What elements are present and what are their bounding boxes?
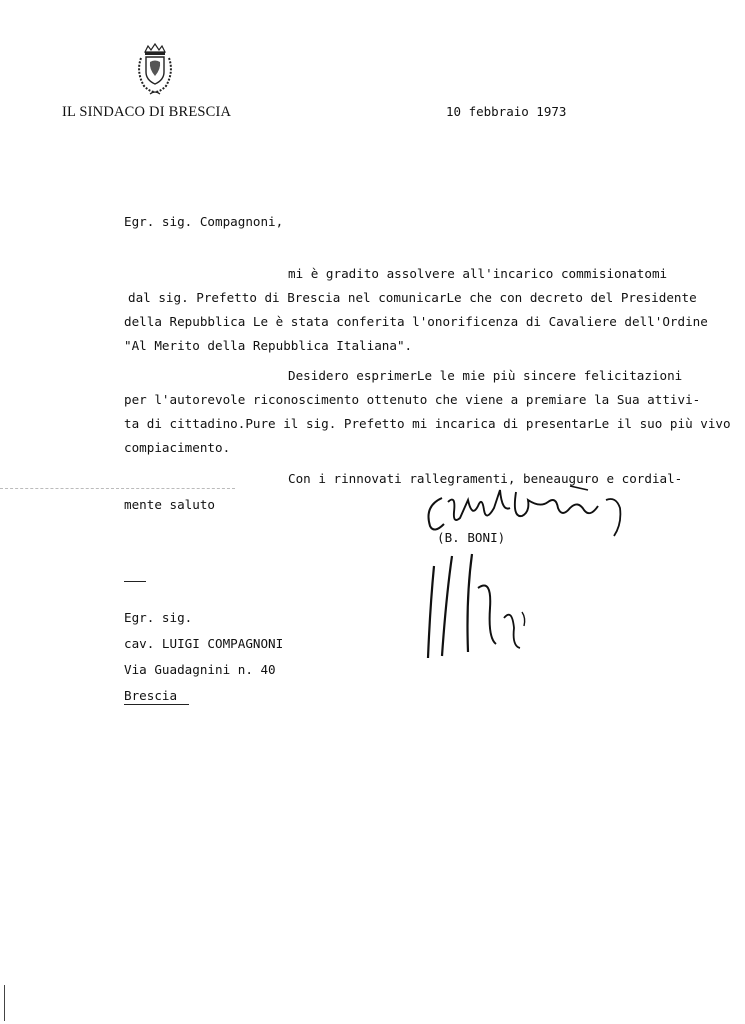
body-line-1: mi è gradito assolvere all'incarico commisionatomi — [288, 266, 668, 281]
scan-dash-line — [0, 488, 235, 489]
body-line-3: della Repubblica Le è stata conferita l'onorificenza di Cavaliere dell'Ordine — [124, 314, 708, 329]
signatory-name: (B. BONI) — [437, 530, 506, 545]
body-line-5: Desidero esprimerLe le mie più sincere felicitazioni — [288, 368, 683, 383]
body-line-4: "Al Merito della Repubblica Italiana". — [124, 338, 413, 353]
salutation: Egr. sig. Compagnoni, — [124, 214, 284, 229]
letterhead-title: IL SINDACO DI BRESCIA — [62, 104, 232, 120]
recipient-line-3: Via Guadagnini n. 40 — [124, 662, 276, 677]
recipient-line-2: cav. LUIGI COMPAGNONI — [124, 636, 284, 651]
body-line-2: dal sig. Prefetto di Brescia nel comunicarLe che con decreto del Presidente — [128, 290, 697, 305]
separator-rule — [124, 581, 146, 582]
handwritten-signature — [416, 548, 536, 668]
body-line-7: ta di cittadino.Pure il sig. Prefetto mi incarica di presentarLe il suo più vivo — [124, 416, 731, 431]
body-line-10: mente saluto — [124, 497, 215, 512]
recipient-line-4: Brescia — [124, 688, 189, 705]
letter-date: 10 febbraio 1973 — [446, 104, 567, 119]
municipal-crest-icon — [130, 42, 180, 98]
body-line-6: per l'autorevole riconoscimento ottenuto che viene a premiare la Sua attivi- — [124, 392, 701, 407]
scan-edge-mark — [4, 985, 5, 1021]
recipient-line-1: Egr. sig. — [124, 610, 193, 625]
body-line-8: compiacimento. — [124, 440, 231, 455]
body-line-9: Con i rinnovati rallegramenti, beneauguro e cordial- — [288, 471, 683, 486]
